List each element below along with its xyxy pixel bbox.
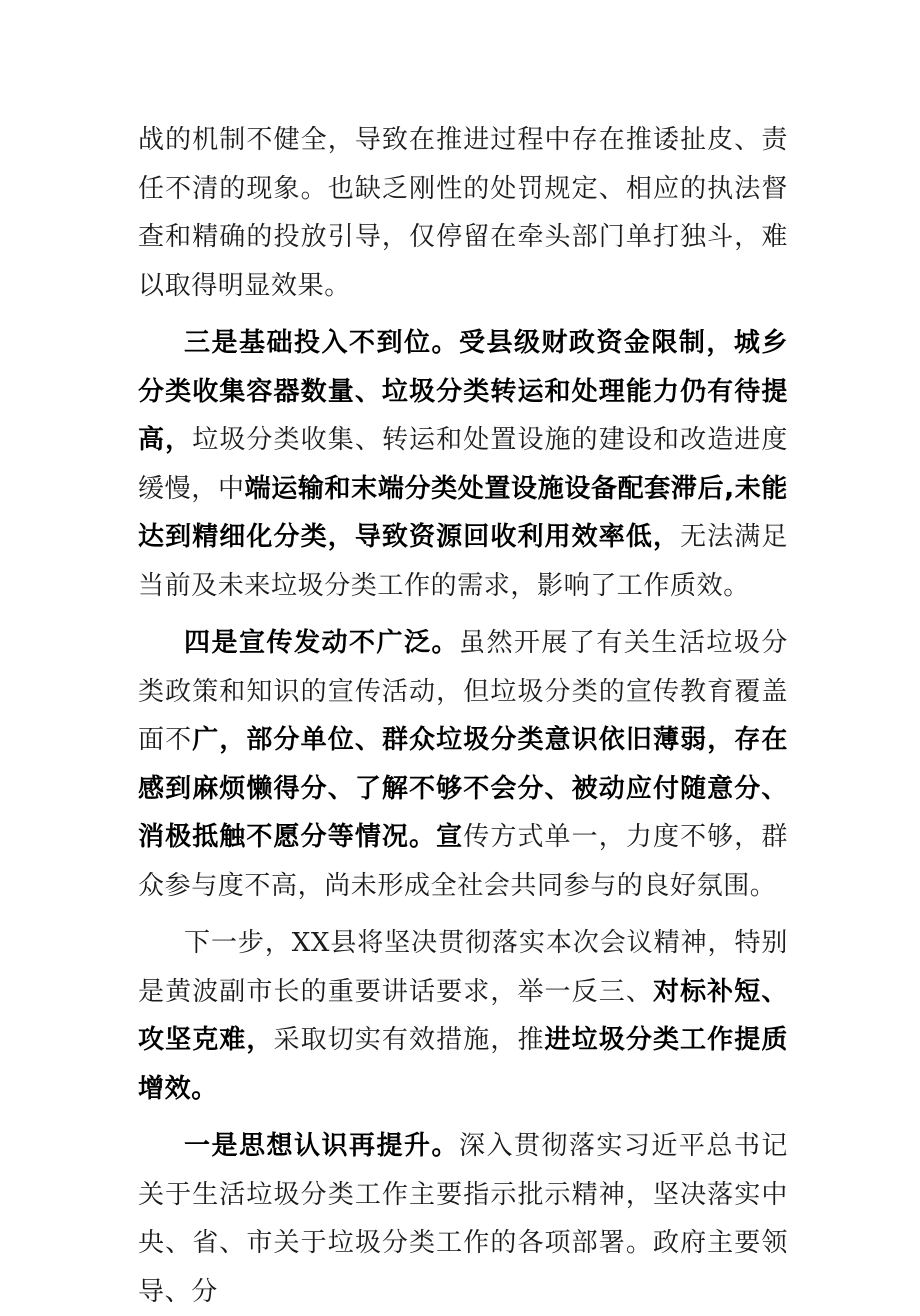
bold-heading-text: 三是基础投入不到位。受县级财政资金限制，城乡分类收集容器数量、垃圾分类转运和处理能力仍有待提高， [138,328,788,455]
paragraph-text: 深入贯彻落实习近平总书记关于生活垃圾分类工作主要指示批示精神，坚决落实中央、省、市关于垃圾分类工作的各项部署。政府主要领导、分 [138,1131,788,1307]
paragraph-next-steps [138,919,788,1113]
paragraph-text: 无法满足当前及未来垃圾分类工作的需求，影响了工作质效。 [138,522,788,601]
paragraph-text: 下一步，XX县将坚决贯彻落实本次会议精神，特别是黄波副市长的重要讲话要求，举一反三、 [138,928,788,1007]
paragraph-text: 虽然开展了有关生活垃圾分类政策和知识的宣传活动，但垃圾分类的宣传教育覆盖面不 [138,628,788,755]
paragraph-infrastructure-investment [138,319,788,610]
paragraph-mechanism-continuation [138,116,788,310]
paragraph-text: 采取切实有效措施，推 [273,1025,545,1055]
bold-text: 进垃圾分类工作提质增效。 [138,1025,788,1104]
bold-heading-text: 四是宣传发动不广泛。 [184,628,459,658]
bold-text: 端运输和末端分类处置设施设备配套滞后,未能达到精细化分类，导致资源回收利用效率低， [138,473,788,552]
bold-text: 对标补短、攻坚克难， [138,976,788,1055]
bold-text: 广，部分单位、群众垃圾分类意识依旧薄弱，存在感到麻烦懒得分、了解不够不会分、被动应付随意分、消极抵触不愿分等情况。宣 [138,725,789,852]
paragraph-text: 垃圾分类收集、转运和处置设施的建设和改造进度缓慢，中 [138,425,789,504]
paragraph-ideological-awareness [138,1122,788,1316]
paragraph-text: 传方式单一，力度不够，群众参与度不高，尚未形成全社会共同参与的良好氛围。 [138,822,788,901]
paragraph-publicity-campaign [138,619,788,910]
document-page [138,116,788,1316]
paragraph-text: 战的机制不健全，导致在推进过程中存在推诿扯皮、责任不清的现象。也缺乏刚性的处罚规定、相应的执法督查和精确的投放引导，仅停留在牵头部门单打独斗，难以取得明显效果。 [138,125,788,301]
bold-heading-text: 一是思想认识再提升。 [184,1131,459,1161]
